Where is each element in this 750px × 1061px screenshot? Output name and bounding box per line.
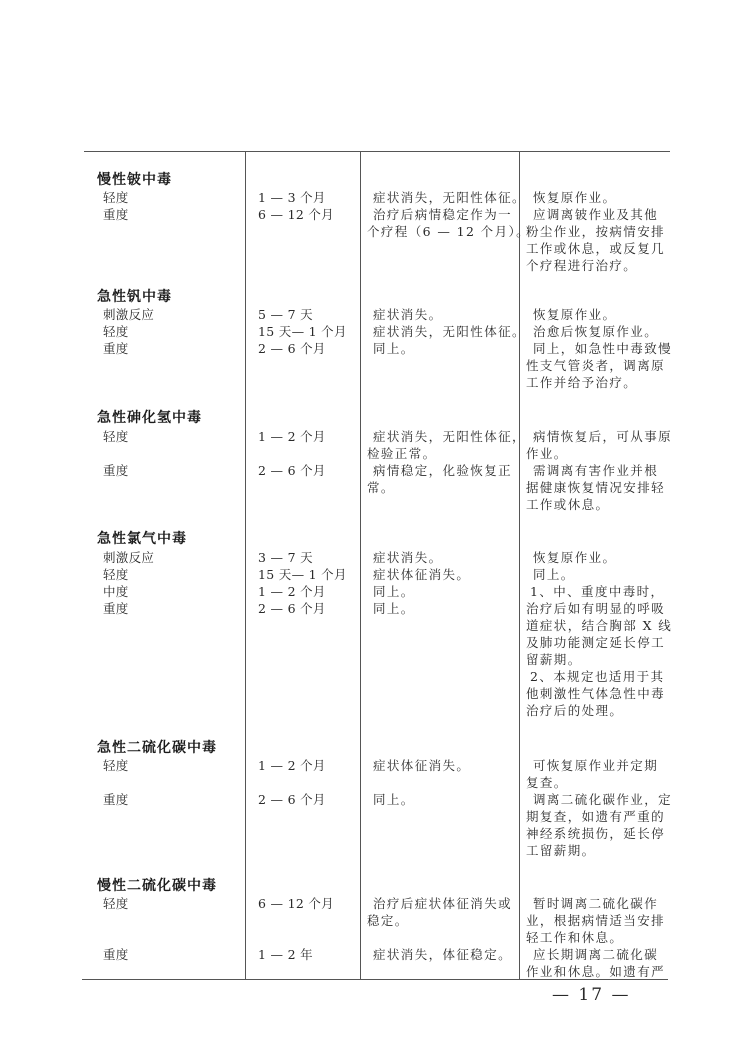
criteria-line: 症状体征消失。 xyxy=(373,567,471,582)
handling-line: 应调离铍作业及其他 xyxy=(533,207,659,222)
handling-line: 复查。 xyxy=(526,775,568,790)
section-title: 慢性铍中毒 xyxy=(97,172,172,188)
criteria-line: 同上。 xyxy=(373,584,415,599)
handling-line: 应长期调离二硫化碳 xyxy=(533,947,659,962)
grade-label: 重度 xyxy=(103,947,129,962)
column-divider-3 xyxy=(519,151,520,979)
handling-line: 1、中、重度中毒时， xyxy=(530,584,665,599)
grade-label: 轻度 xyxy=(103,758,129,773)
duration: 5 — 7 天 xyxy=(258,307,313,322)
handling-line: 需调离有害作业并根 xyxy=(533,463,659,478)
page-number: — 17 — xyxy=(552,985,631,1005)
handling-line: 恢复原作业。 xyxy=(533,307,617,322)
handling-line: 工作或休息。 xyxy=(526,497,610,512)
grade-label: 轻度 xyxy=(103,324,129,339)
handling-line: 治疗后的处理。 xyxy=(526,703,624,718)
handling-line: 他刺激性气体急性中毒 xyxy=(526,686,666,701)
duration: 2 — 6 个月 xyxy=(258,463,326,478)
section-title: 急性砷化氢中毒 xyxy=(97,410,202,426)
handling-line: 同上，如急性中毒致慢 xyxy=(533,341,673,356)
criteria-line: 症状消失。 xyxy=(373,550,443,565)
duration: 1 — 2 个月 xyxy=(258,758,326,773)
handling-line: 可恢复原作业并定期 xyxy=(533,758,659,773)
handling-line: 及肺功能测定延长停工 xyxy=(526,635,666,650)
duration: 1 — 2 个月 xyxy=(258,584,326,599)
grade-label: 轻度 xyxy=(103,429,129,444)
duration: 2 — 6 个月 xyxy=(258,792,326,807)
criteria-line: 症状消失，无阳性体征。 xyxy=(373,324,526,339)
handling-line: 作业和休息。如遗有严 xyxy=(526,964,666,979)
handling-line: 暂时调离二硫化碳作 xyxy=(533,896,659,911)
duration: 1 — 2 个月 xyxy=(258,429,326,444)
duration: 6 — 12 个月 xyxy=(258,207,334,222)
grade-label: 刺激反应 xyxy=(103,550,155,565)
duration: 3 — 7 天 xyxy=(258,550,313,565)
duration: 15 天— 1 个月 xyxy=(258,567,347,582)
criteria-line: 症状体征消失。 xyxy=(373,758,471,773)
handling-line: 病情恢复后，可从事原 xyxy=(533,429,673,444)
duration: 1 — 3 个月 xyxy=(258,190,326,205)
duration: 2 — 6 个月 xyxy=(258,341,326,356)
criteria-line: 症状消失，体征稳定。 xyxy=(373,947,513,962)
grade-label: 重度 xyxy=(103,341,129,356)
criteria-line: 治疗后症状体征消失或 xyxy=(373,896,513,911)
handling-line: 治愈后恢复原作业。 xyxy=(533,324,659,339)
handling-line: 神经系统损伤，延长停 xyxy=(526,826,666,841)
handling-line: 留薪期。 xyxy=(526,652,582,667)
handling-line: 2、本规定也适用于其 xyxy=(530,669,665,684)
section-title: 急性二硫化碳中毒 xyxy=(97,740,217,756)
criteria-line: 症状消失。 xyxy=(373,307,443,322)
handling-line: 性支气管炎者，调离原 xyxy=(526,358,666,373)
grade-label: 重度 xyxy=(103,792,129,807)
criteria-line: 同上。 xyxy=(373,601,415,616)
handling-line: 粉尘作业，按病情安排 xyxy=(526,224,666,239)
handling-line: 同上。 xyxy=(533,567,575,582)
section-title: 急性钒中毒 xyxy=(97,289,172,305)
grade-label: 重度 xyxy=(103,601,129,616)
criteria-line: 稳定。 xyxy=(367,913,409,928)
handling-line: 作业。 xyxy=(526,446,568,461)
handling-line: 工作或休息，或反复几 xyxy=(526,241,666,256)
handling-line: 恢复原作业。 xyxy=(533,550,617,565)
handling-line: 工作并给予治疗。 xyxy=(526,375,638,390)
grade-label: 重度 xyxy=(103,463,129,478)
handling-line: 道症状，结合胸部 X 线 xyxy=(526,618,673,633)
criteria-line: 检验正常。 xyxy=(367,446,437,461)
criteria-line: 症状消失，无阳性体征。 xyxy=(373,190,526,205)
criteria-line: 常。 xyxy=(367,480,395,495)
section-title: 慢性二硫化碳中毒 xyxy=(97,878,217,894)
handling-line: 业，根据病情适当安排 xyxy=(526,913,666,928)
table-top-border xyxy=(84,151,670,152)
handling-line: 恢复原作业。 xyxy=(533,190,617,205)
handling-line: 工留薪期。 xyxy=(526,843,596,858)
handling-line: 调离二硫化碳作业，定 xyxy=(533,792,673,807)
criteria-line: 个疗程（6 — 12 个月）。 xyxy=(367,224,531,239)
handling-line: 治疗后如有明显的呼吸 xyxy=(526,601,666,616)
criteria-line: 同上。 xyxy=(373,792,415,807)
handling-line: 轻工作和休息。 xyxy=(526,930,624,945)
section-title: 急性氯气中毒 xyxy=(97,531,187,547)
column-divider-1 xyxy=(245,151,246,979)
duration: 1 — 2 年 xyxy=(258,947,313,962)
criteria-line: 症状消失，无阳性体征， xyxy=(373,429,526,444)
duration: 15 天— 1 个月 xyxy=(258,324,347,339)
criteria-line: 治疗后病情稳定作为一 xyxy=(373,207,513,222)
grade-label: 轻度 xyxy=(103,190,129,205)
handling-line: 期复查，如遗有严重的 xyxy=(526,809,666,824)
grade-label: 中度 xyxy=(103,584,129,599)
grade-label: 重度 xyxy=(103,207,129,222)
duration: 6 — 12 个月 xyxy=(258,896,334,911)
handling-line: 个疗程进行治疗。 xyxy=(526,258,638,273)
column-divider-2 xyxy=(360,151,361,979)
grade-label: 刺激反应 xyxy=(103,307,155,322)
handling-line: 据健康恢复情况安排轻 xyxy=(526,480,666,495)
criteria-line: 同上。 xyxy=(373,341,415,356)
grade-label: 轻度 xyxy=(103,896,129,911)
duration: 2 — 6 个月 xyxy=(258,601,326,616)
grade-label: 轻度 xyxy=(103,567,129,582)
criteria-line: 病情稳定，化验恢复正 xyxy=(373,463,513,478)
